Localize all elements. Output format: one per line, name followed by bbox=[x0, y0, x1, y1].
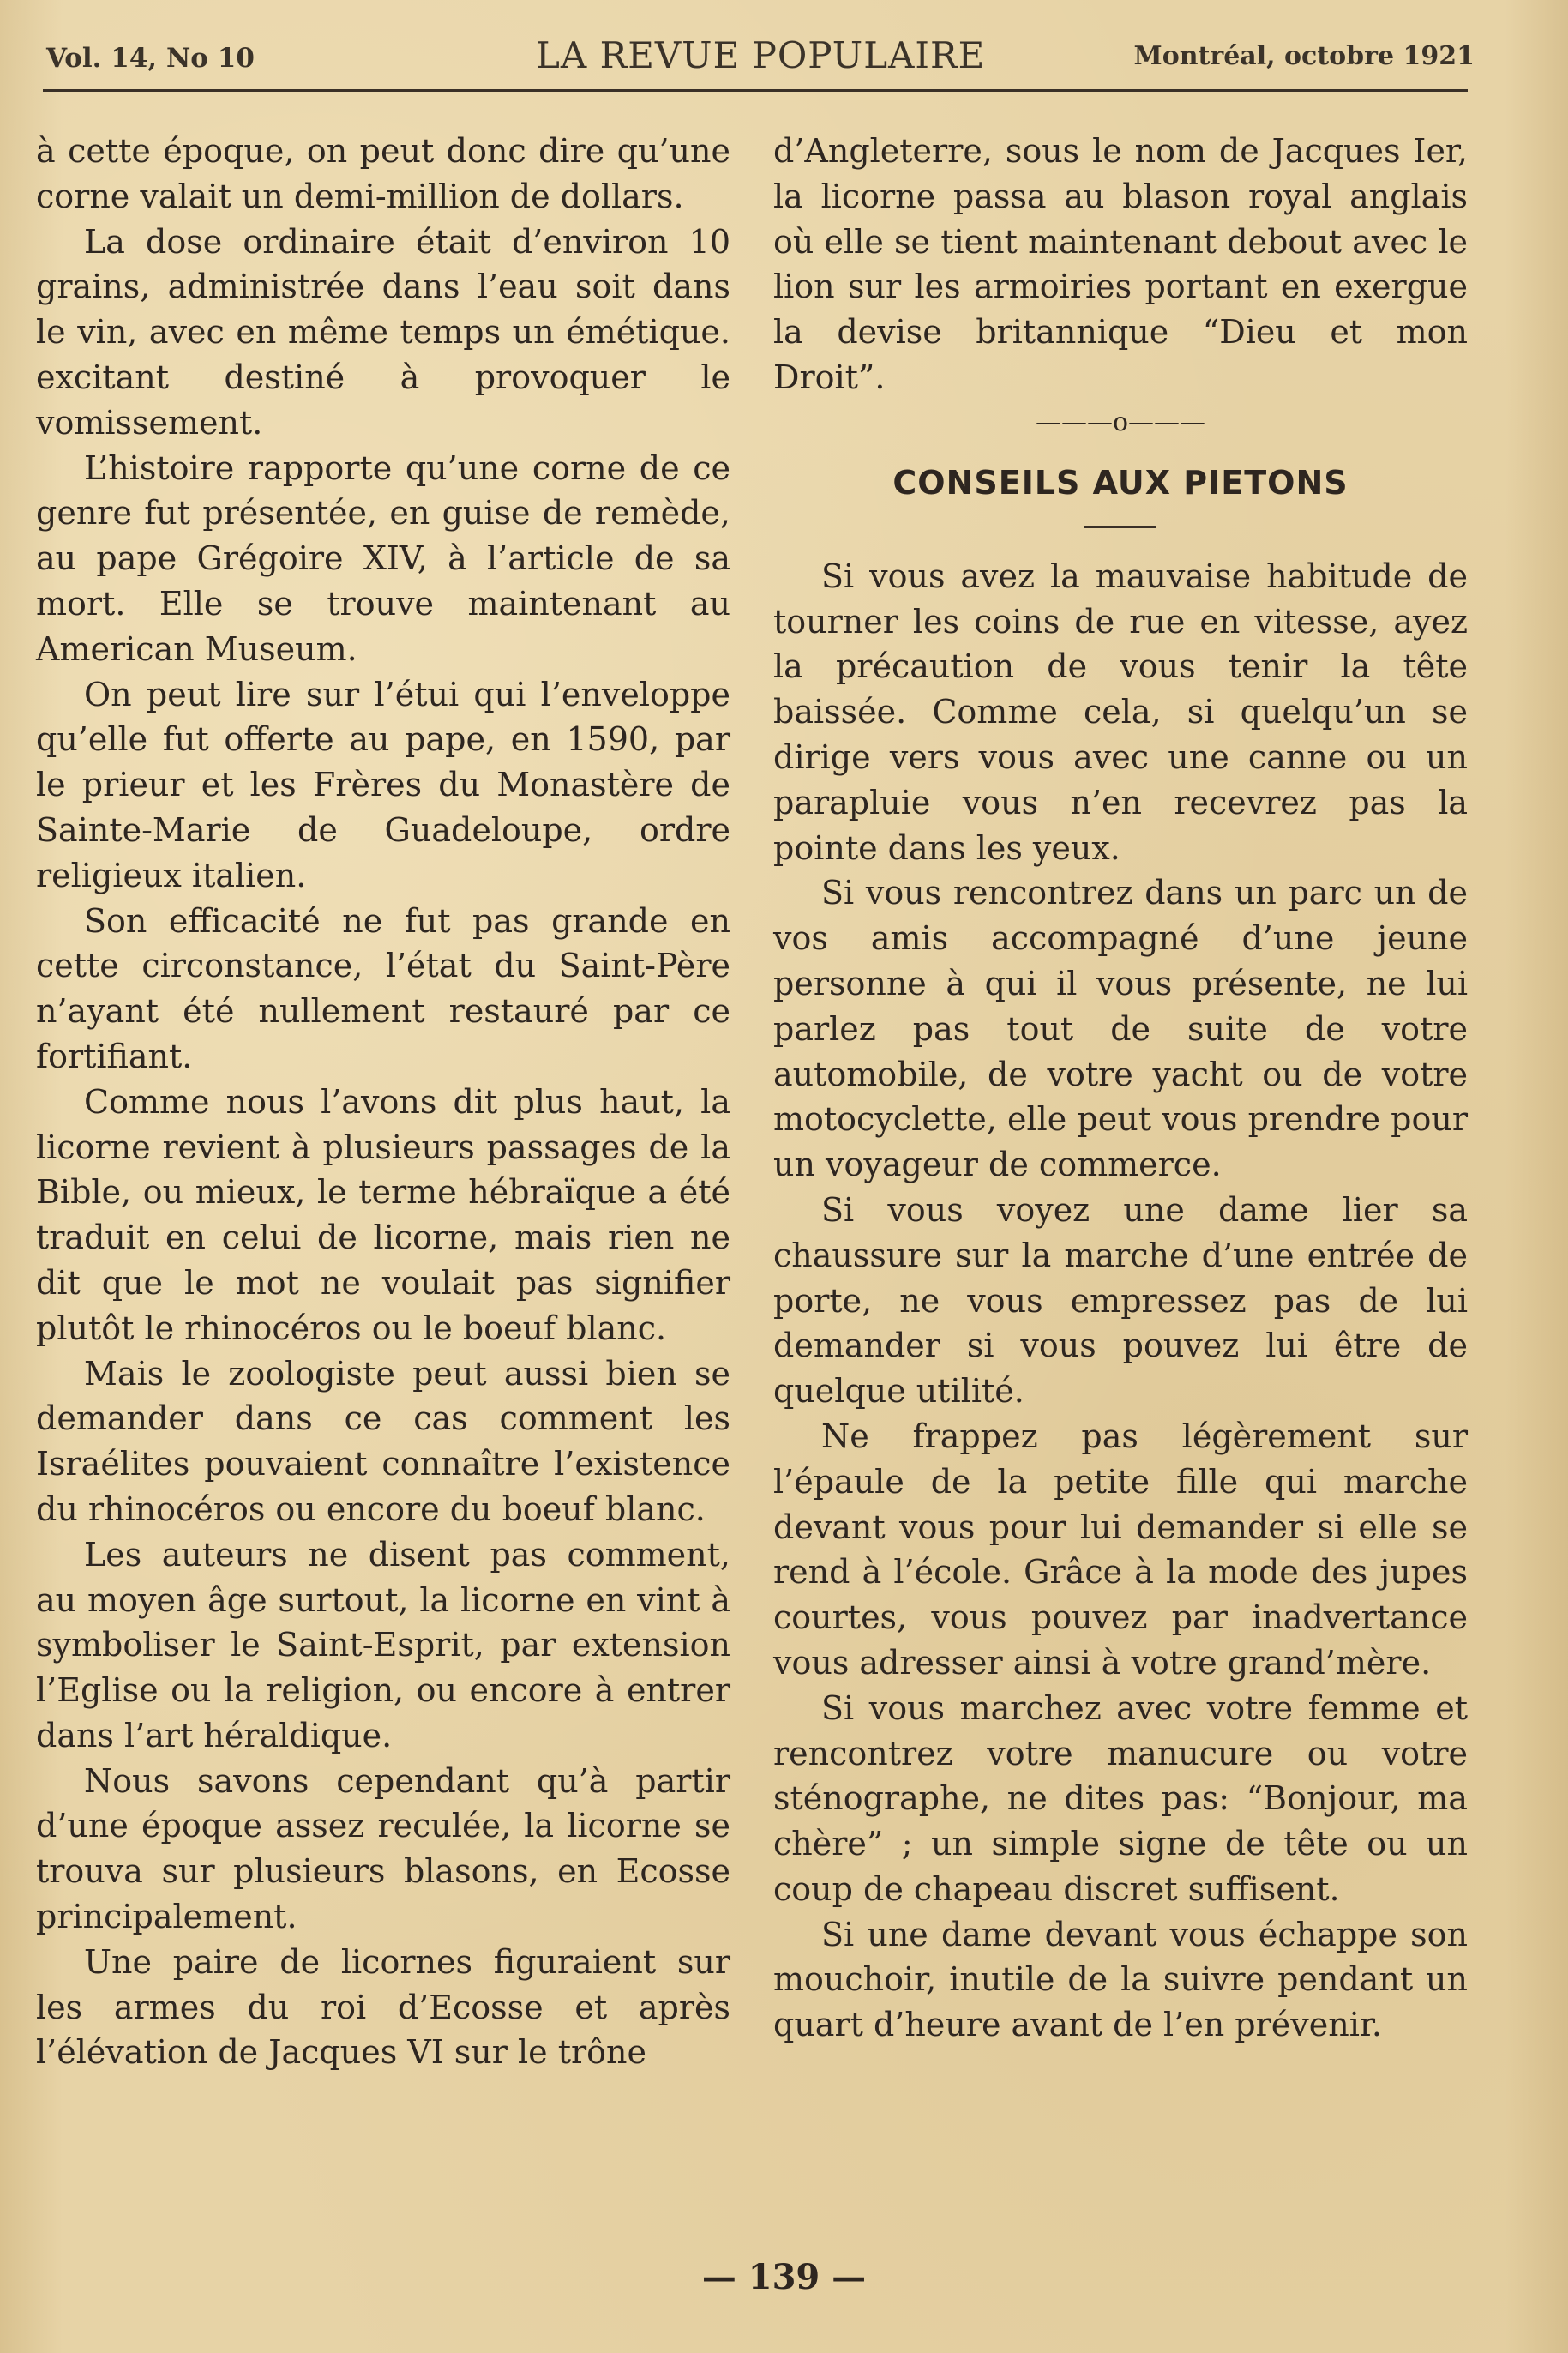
page-header bbox=[43, 34, 1475, 74]
paragraph: à cette époque, on peut donc dire qu’une corne valait un demi-million de dollars. bbox=[36, 132, 730, 215]
dateline: Montréal, octobre 1921 bbox=[1133, 41, 1475, 71]
paragraph: Si une dame devant vous échappe son mouchoir, inutile de la suivre pendant un quart d’heure avant de l’en prévenir. bbox=[773, 1915, 1468, 2044]
paragraph: On peut lire sur l’étui qui l’enveloppe qu’elle fut offerte au pape, en 1590, par le prieur et les Frères du Monastère de Sainte-Marie de Guadeloupe, ordre religieux italien. bbox=[36, 675, 730, 894]
paragraph: L’histoire rapporte qu’une corne de ce genre fut présentée, en guise de remède, au pape Grégoire XIV, à l’article de sa mort. Elle se trouve maintenant au American Museum. bbox=[36, 448, 730, 668]
paragraph: La dose ordinaire était d’environ 10 grains, administrée dans l’eau soit dans le vin, avec en même temps un émétique. excitant destiné à provoquer le vomissement. bbox=[36, 222, 730, 442]
paragraph: Si vous voyez une dame lier sa chaussure sur la marche d’une entrée de porte, ne vous empressez pas de lui demander si vous pouvez lui être de quelque utilité. bbox=[773, 1190, 1468, 1411]
right-column bbox=[773, 129, 1468, 2048]
paragraph: Comme nous l’avons dit plus haut, la licorne revient à plusieurs passages de la Bible, ou mieux, le terme hébraïque a été traduit en celui de licorne, mais rien ne dit que le mot ne voulait pas signifier plutôt le rhinocéros ou le boeuf blanc. bbox=[36, 1082, 730, 1347]
paragraph: Une paire de licornes figuraient sur les armes du roi d’Ecosse et après l’élévation de Jacques VI sur le trône bbox=[36, 1942, 730, 2072]
paragraph: Nous savons cependant qu’à partir d’une époque assez reculée, la licorne se trouva sur plusieurs blasons, en Ecosse principalement. bbox=[36, 1761, 730, 1936]
paragraph: Les auteurs ne disent pas comment, au moyen âge surtout, la licorne en vint à symboliser le Saint-Esprit, par extension l’Eglise ou la religion, ou encore à entrer dans l’art héraldique. bbox=[36, 1535, 730, 1754]
section-divider: ———o——— bbox=[1035, 406, 1206, 437]
paragraph: Si vous marchez avec votre femme et rencontrez votre manucure ou votre sténographe, ne dites pas: “Bonjour, ma chère” ; un simple signe de tête ou un coup de chapeau discret suffisent. bbox=[773, 1688, 1468, 1908]
paragraph: Si vous avez la mauvaise habitude de tourner les coins de rue en vitesse, ayez la précaution de vous tenir la tête baissée. Comme cela, si quelqu’un se dirige vers vous avec une canne ou un parapluie vous n’en recevrez pas la pointe dans les yeux. bbox=[773, 557, 1468, 867]
paragraph: Si vous rencontrez dans un parc un de vos amis accompagné d’une jeune personne à qui il vous présente, ne lui parlez pas tout de suite de votre automobile, de votre yacht ou de votre motocyclette, elle peut vous prendre pour un voyageur de commerce. bbox=[773, 874, 1468, 1184]
volume-number: Vol. 14, No 10 bbox=[46, 43, 255, 74]
section-title: CONSEILS AUX PIETONS bbox=[892, 463, 1349, 502]
paragraph: Son efficacité ne fut pas grande en cette circonstance, l’état du Saint-Père n’ayant été nullement restauré par ce fortifiant. bbox=[36, 901, 730, 1075]
title-rule bbox=[1084, 526, 1156, 528]
paragraph: Ne frappez pas légèrement sur l’épaule de la petite fille qui marche devant vous pour lui demander si elle se rend à l’école. Grâce à la mode des jupes courtes, vous pouvez par inadvertance vous adresser ainsi à votre grand’mère. bbox=[773, 1417, 1468, 1682]
paragraph: Mais le zoologiste peut aussi bien se demander dans ce cas comment les Israélites pouvaient connaître l’existence du rhinocéros ou encore du boeuf blanc. bbox=[36, 1354, 730, 1528]
paragraph-continuation: d’Angleterre, sous le nom de Jacques Ier, la licorne passa au blason royal anglais où elle se tient maintenant debout avec le lion sur les armoiries portant en exergue la devise britannique “Dieu et mon Droit”. bbox=[773, 132, 1468, 396]
left-column bbox=[36, 129, 730, 2075]
page-number: — 139 — bbox=[701, 2257, 867, 2297]
magazine-title: LA REVUE POPULAIRE bbox=[536, 34, 986, 76]
header-rule bbox=[43, 89, 1468, 92]
